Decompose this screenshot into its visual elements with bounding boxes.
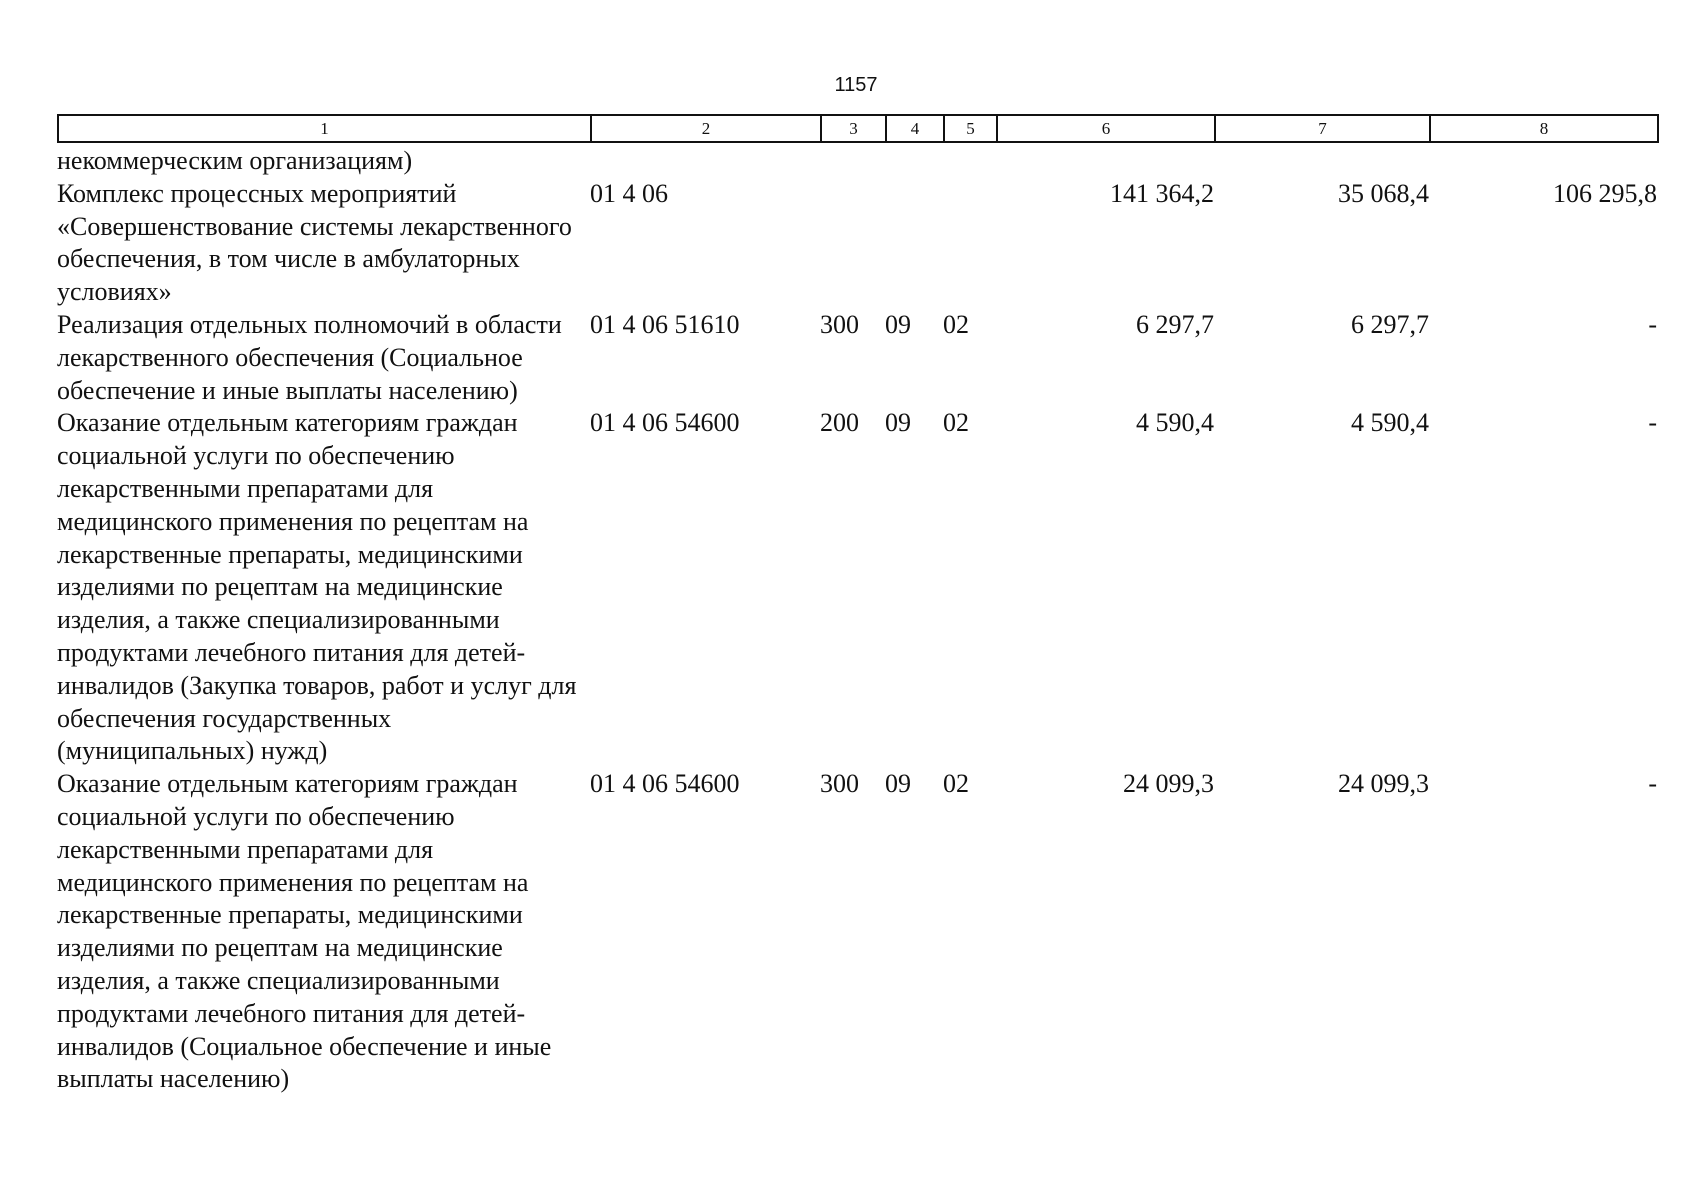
row-code: 01 4 06 51610: [590, 309, 740, 339]
row-col-3: 300: [820, 769, 859, 799]
row-code: [590, 145, 820, 178]
row-col-7: 4 590,4: [1351, 408, 1429, 438]
row-col-6: 6 297,7: [1136, 309, 1214, 339]
row-name: Реализация отдельных полномочий в области лекарственного обеспечения (Социальное обеспечение и иные выплаты населению): [57, 309, 562, 405]
row-col-5: [943, 178, 996, 309]
budget-table: [57, 145, 1657, 1096]
row-name: Оказание отдельным категориям граждан социальной услуги по обеспечению лекарственными препаратами для медицинского применения по рецептам на лекарственные препараты, медицинскими изделиями по рецептам на медицинские изделия, а также специализированными продуктами лечебного питания для детей-инвалидов (Закупка товаров, работ и услуг для обеспечения государственных (муниципальных) нужд): [57, 408, 577, 766]
row-col-4: [885, 178, 943, 309]
row-col-5: 02: [943, 309, 969, 339]
row-col-6: 24 099,3: [1123, 769, 1214, 799]
header-col-2: 2: [591, 115, 821, 142]
table-row: [57, 178, 1657, 309]
row-col-8: -: [1648, 309, 1657, 339]
row-col-7: 35 068,4: [1338, 178, 1429, 208]
table-row: [57, 309, 1657, 407]
row-col-4: [885, 145, 943, 178]
row-col-6: 141 364,2: [1110, 178, 1214, 208]
row-col-8: -: [1648, 408, 1657, 438]
header-col-1: 1: [58, 115, 591, 142]
row-col-5: 02: [943, 408, 969, 438]
table-row: [57, 145, 1657, 178]
header-col-4: 4: [886, 115, 944, 142]
row-col-6: 4 590,4: [1136, 408, 1214, 438]
row-col-4: 09: [885, 408, 911, 438]
row-col-3: 300: [820, 309, 859, 339]
row-code: 01 4 06 54600: [590, 769, 740, 799]
row-code: 01 4 06 54600: [590, 408, 740, 438]
header-col-7: 7: [1215, 115, 1430, 142]
header-col-5: 5: [944, 115, 997, 142]
header-col-3: 3: [821, 115, 886, 142]
row-col-3: [820, 145, 885, 178]
row-name: Комплекс процессных мероприятий «Совершенствование системы лекарственного обеспечения, в том числе в амбулаторных условиях»: [57, 178, 572, 307]
row-col-5: 02: [943, 769, 969, 799]
row-code: 01 4 06: [590, 178, 668, 208]
row-col-4: 09: [885, 769, 911, 799]
row-col-7: 6 297,7: [1351, 309, 1429, 339]
row-col-6: [996, 145, 1214, 178]
row-col-5: [943, 145, 996, 178]
table-row: [57, 407, 1657, 768]
row-col-8: [1429, 145, 1657, 178]
row-col-8: -: [1648, 769, 1657, 799]
header-col-8: 8: [1430, 115, 1658, 142]
row-col-7: 24 099,3: [1338, 769, 1429, 799]
row-col-7: [1214, 145, 1429, 178]
row-col-3: [820, 178, 885, 309]
row-col-3: 200: [820, 408, 859, 438]
row-col-4: 09: [885, 309, 911, 339]
header-col-6: 6: [997, 115, 1215, 142]
row-name: Оказание отдельным категориям граждан социальной услуги по обеспечению лекарственными препаратами для медицинского применения по рецептам на лекарственные препараты, медицинскими изделиями по рецептам на медицинские изделия, а также специализированными продуктами лечебного питания для детей-инвалидов (Социальное обеспечение и иные выплаты населению): [57, 769, 552, 1094]
table-row: [57, 768, 1657, 1096]
page-number: 1157: [834, 74, 878, 96]
row-col-8: 106 295,8: [1553, 178, 1657, 208]
row-name: некоммерческим организациям): [57, 146, 413, 175]
column-number-header: [57, 114, 1659, 143]
